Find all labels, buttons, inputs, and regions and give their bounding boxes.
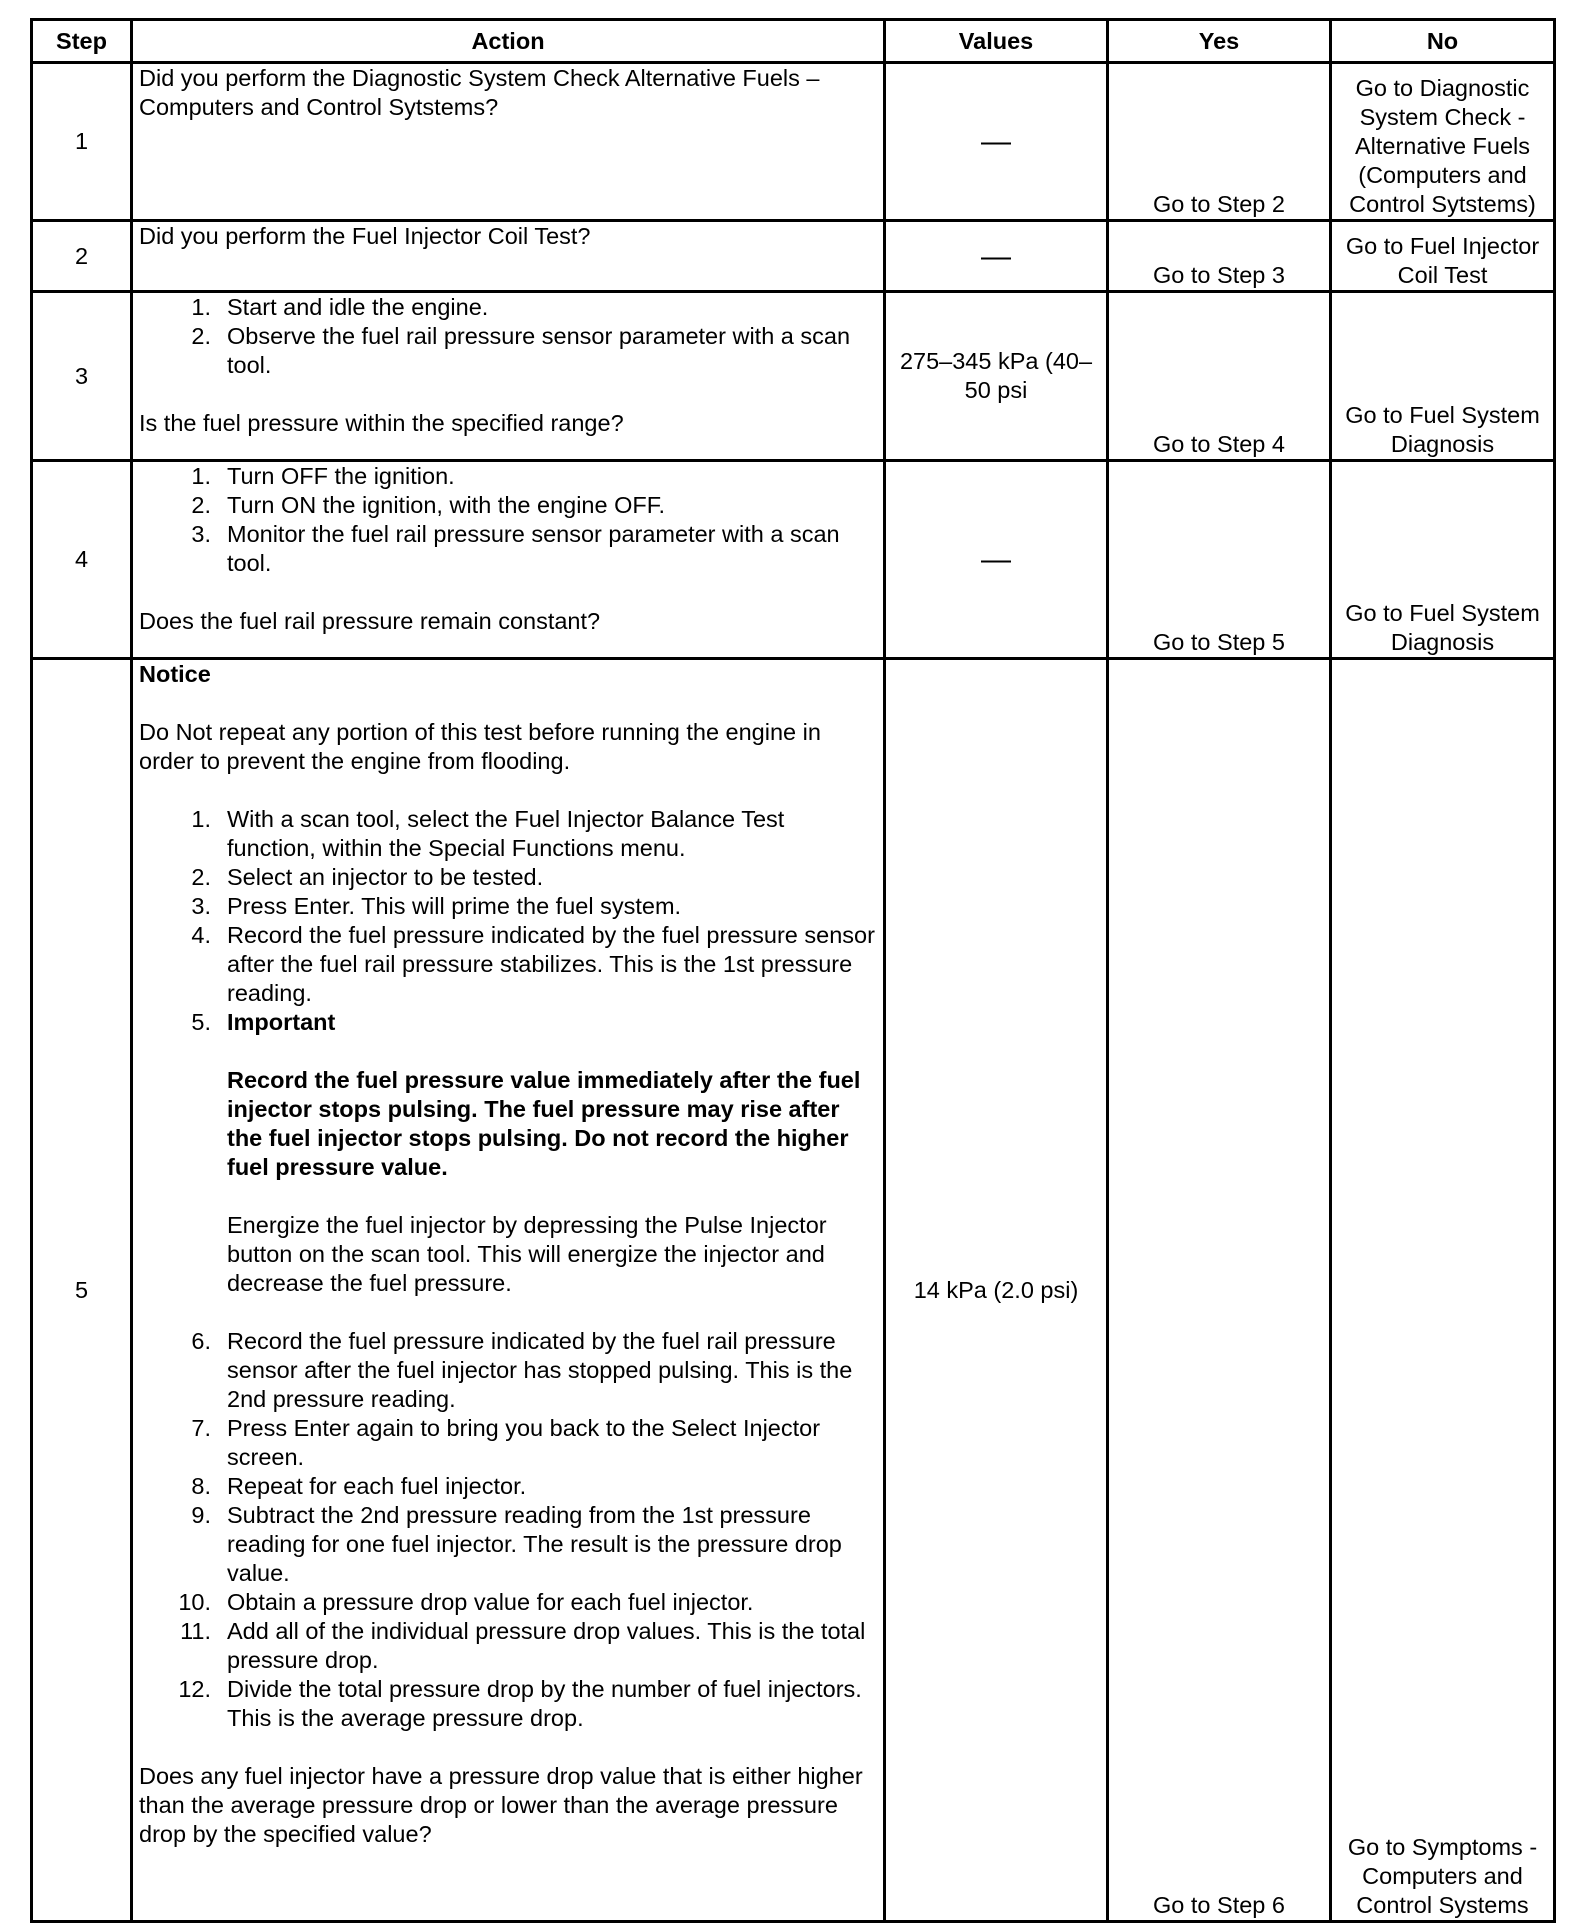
important-text: Record the fuel pressure value immediately after the fuel injector stops pulsing. The fuel pressure may rise after the fuel injector stops pulsing. Do not record the higher fuel pressure value. [227, 1067, 861, 1180]
table-row-step-2 [32, 221, 1555, 292]
yes-cell: Go to Step 6 [1108, 659, 1331, 1922]
list-item-text: Turn ON the ignition, with the engine OFF. [227, 492, 666, 518]
list-item-text: Record the fuel pressure indicated by the fuel pressure sensor after the fuel rail pressure stabilizes. This is the 1st pressure reading. [227, 922, 875, 1006]
notice-title: Notice [139, 661, 211, 687]
list-item-number: 2. [191, 323, 211, 349]
list-item-number: 2. [191, 864, 211, 890]
list-item-text: With a scan tool, select the Fuel Injector Balance Test function, within the Special Functions menu. [227, 806, 785, 861]
list-item [139, 491, 877, 520]
list-item-text: Obtain a pressure drop value for each fuel injector. [227, 1589, 754, 1615]
list-item [139, 863, 877, 892]
table-row-step-1 [32, 63, 1555, 221]
notice-text: Do Not repeat any portion of this test before running the engine in order to prevent the engine from flooding. [139, 719, 821, 774]
list-item-text: Record the fuel pressure indicated by the fuel rail pressure sensor after the fuel injector has stopped pulsing. This is the 2nd pressure reading. [227, 1328, 853, 1412]
procedure-list [139, 293, 877, 380]
action-question: Does the fuel rail pressure remain constant? [139, 608, 601, 634]
list-item-text: Divide the total pressure drop by the number of fuel injectors. This is the average pressure drop. [227, 1676, 862, 1731]
list-item [139, 921, 877, 1008]
procedure-list [139, 462, 877, 578]
yes-cell: Go to Step 4 [1108, 292, 1331, 461]
list-item [139, 1675, 877, 1733]
table-row-step-4 [32, 461, 1555, 659]
list-item [139, 520, 877, 578]
step-number: 2 [32, 221, 132, 292]
action-cell [132, 63, 885, 221]
list-item-number: 5. [191, 1009, 211, 1035]
list-item-text: Press Enter. This will prime the fuel system. [227, 893, 682, 919]
list-item-text: Turn OFF the ignition. [227, 463, 455, 489]
list-item-number: 12. [178, 1676, 211, 1702]
no-cell: Go to Symptoms - Computers and Control Systems [1331, 659, 1555, 1922]
value-cell: 14 kPa (2.0 psi) [885, 659, 1108, 1922]
list-item-number: 10. [178, 1589, 211, 1615]
yes-cell: Go to Step 2 [1108, 63, 1331, 221]
procedure-list [139, 805, 877, 1733]
no-cell: Go to Diagnostic System Check - Alternative Fuels (Computers and Control Sytstems) [1331, 63, 1555, 221]
no-cell: Go to Fuel Injector Coil Test [1331, 221, 1555, 292]
list-item-text: Select an injector to be tested. [227, 864, 544, 890]
no-cell: Go to Fuel System Diagnosis [1331, 461, 1555, 659]
list-item [139, 1414, 877, 1472]
no-cell: Go to Fuel System Diagnosis [1331, 292, 1555, 461]
important-title: Important [227, 1009, 336, 1035]
value-cell: 275–345 kPa (40–50 psi [885, 292, 1108, 461]
list-item [139, 892, 877, 921]
list-item-text: Add all of the individual pressure drop values. This is the total pressure drop. [227, 1618, 866, 1673]
list-item-number: 9. [191, 1502, 211, 1528]
list-item [139, 322, 877, 380]
action-cell [132, 659, 885, 1922]
table-row-step-5 [32, 659, 1555, 1922]
value-cell: — [885, 63, 1108, 221]
value-cell: — [885, 221, 1108, 292]
list-item-important [139, 1008, 877, 1327]
step-number: 4 [32, 461, 132, 659]
list-item [139, 805, 877, 863]
yes-cell: Go to Step 5 [1108, 461, 1331, 659]
step-number: 1 [32, 63, 132, 221]
list-item-text: Monitor the fuel rail pressure sensor parameter with a scan tool. [227, 521, 840, 576]
header-step: Step [32, 20, 132, 63]
list-item [139, 1327, 877, 1414]
action-cell [132, 221, 885, 292]
list-item-number: 1. [191, 806, 211, 832]
list-item-text: Press Enter again to bring you back to the Select Injector screen. [227, 1415, 821, 1470]
list-item [139, 1501, 877, 1588]
list-item-number: 8. [191, 1473, 211, 1499]
action-question: Did you perform the Diagnostic System Check Alternative Fuels – Computers and Control Sytstems? [139, 65, 820, 120]
action-question: Does any fuel injector have a pressure drop value that is either higher than the average pressure drop or lower than the average pressure drop by the specified value? [139, 1763, 863, 1847]
list-item-text: Repeat for each fuel injector. [227, 1473, 527, 1499]
list-item-number: 4. [191, 922, 211, 948]
list-item-number: 1. [191, 463, 211, 489]
list-item-text: Observe the fuel rail pressure sensor parameter with a scan tool. [227, 323, 851, 378]
list-item [139, 1472, 877, 1501]
action-cell [132, 461, 885, 659]
list-item-text: Subtract the 2nd pressure reading from the 1st pressure reading for one fuel injector. The result is the pressure drop value. [227, 1502, 842, 1586]
list-item-number: 7. [191, 1415, 211, 1441]
diagnostic-table [30, 18, 1556, 1923]
action-cell [132, 292, 885, 461]
list-item-number: 3. [191, 521, 211, 547]
list-item-number: 1. [191, 294, 211, 320]
list-item-number: 2. [191, 492, 211, 518]
step-number: 5 [32, 659, 132, 1922]
header-values: Values [885, 20, 1108, 63]
action-question: Is the fuel pressure within the specified range? [139, 410, 624, 436]
list-item [139, 1588, 877, 1617]
list-item-number: 6. [191, 1328, 211, 1354]
list-item [139, 462, 877, 491]
action-question: Did you perform the Fuel Injector Coil Test? [139, 223, 591, 249]
list-item [139, 1617, 877, 1675]
list-item-number: 11. [180, 1618, 211, 1644]
table-row-step-3 [32, 292, 1555, 461]
header-action: Action [132, 20, 885, 63]
energize-text: Energize the fuel injector by depressing the Pulse Injector button on the scan tool. This will energize the injector and decrease the fuel pressure. [227, 1212, 827, 1296]
header-yes: Yes [1108, 20, 1331, 63]
list-item-number: 3. [191, 893, 211, 919]
header-row [32, 20, 1555, 63]
list-item [139, 293, 877, 322]
yes-cell: Go to Step 3 [1108, 221, 1331, 292]
step-number: 3 [32, 292, 132, 461]
list-item-text: Start and idle the engine. [227, 294, 489, 320]
header-no: No [1331, 20, 1555, 63]
value-cell: — [885, 461, 1108, 659]
